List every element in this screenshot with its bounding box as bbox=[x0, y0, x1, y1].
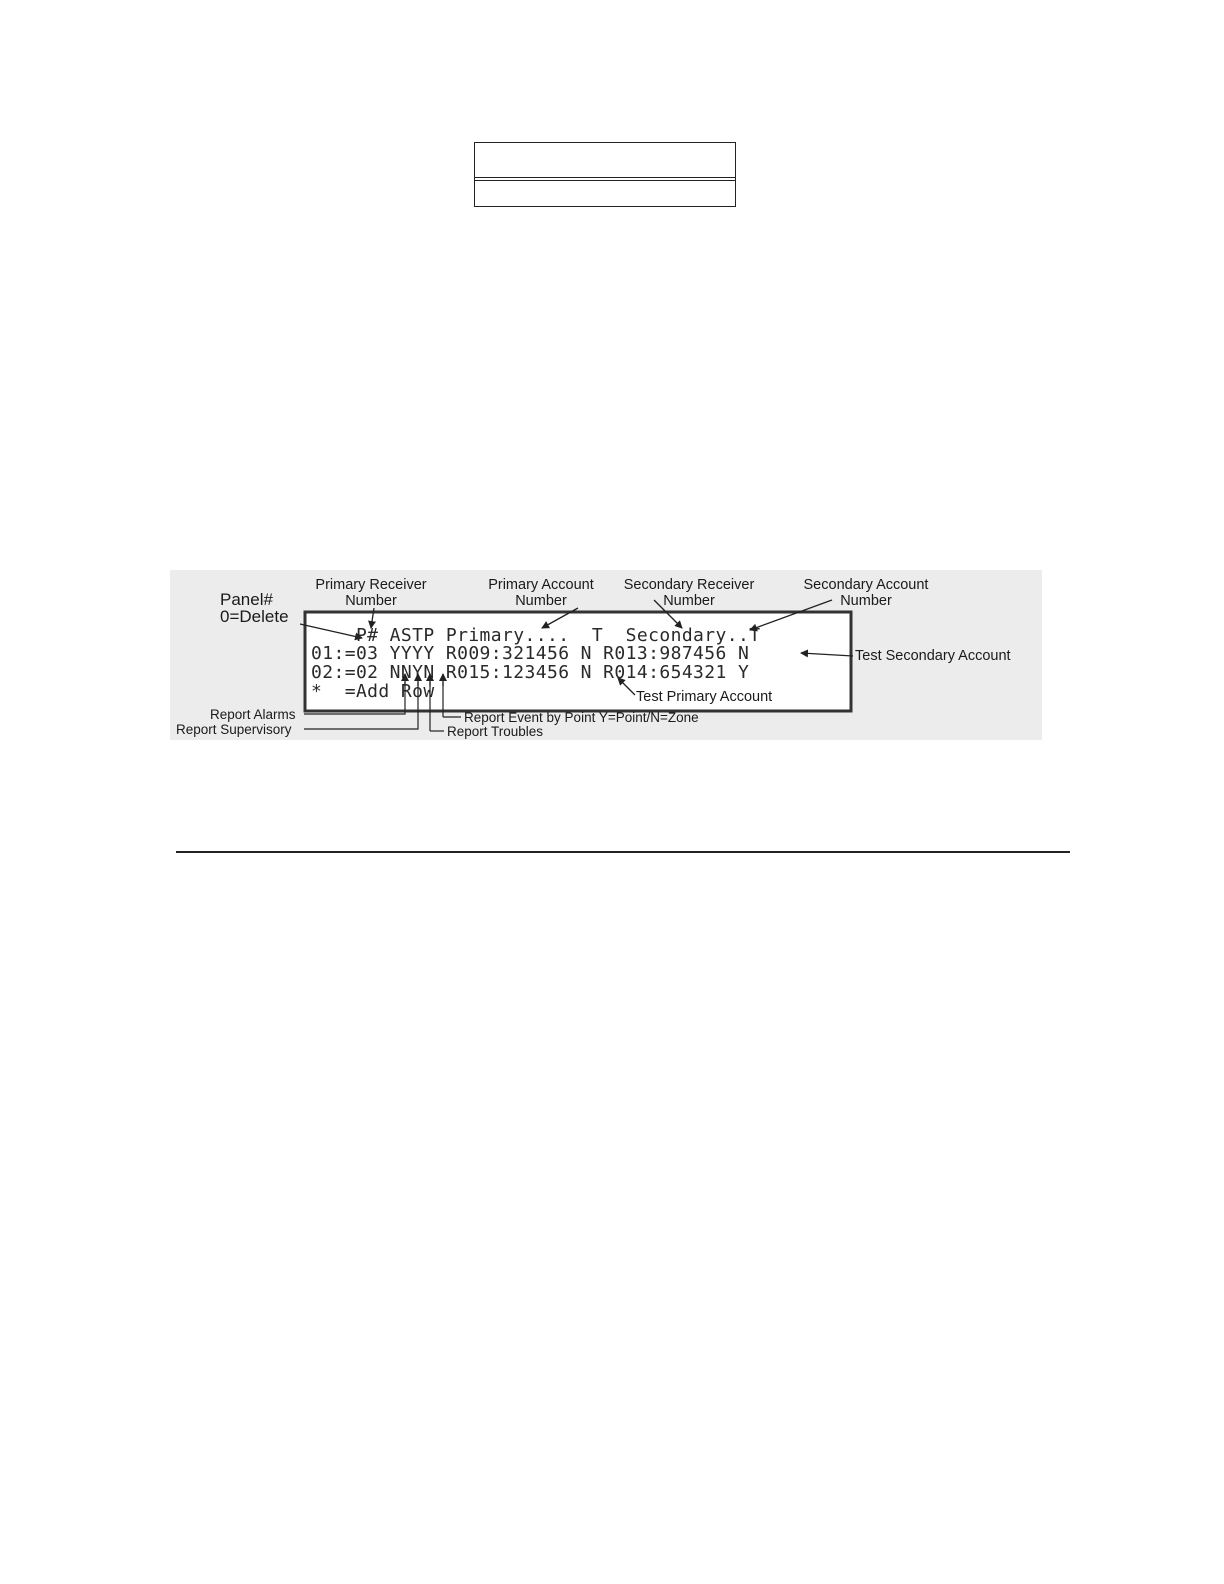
header-box-divider bbox=[475, 177, 735, 181]
lcd-line-add-row: * =Add Row bbox=[311, 681, 435, 702]
label-primary-account-l1: Primary Account bbox=[488, 577, 594, 593]
label-primary-receiver-l2: Number bbox=[345, 593, 397, 609]
label-panel-number: Panel# bbox=[220, 590, 273, 609]
label-primary-receiver-l1: Primary Receiver bbox=[315, 577, 427, 593]
lcd-line-row-2: 02:=02 NNYN R015:123456 N R014:654321 Y bbox=[311, 662, 750, 683]
label-test-secondary-account: Test Secondary Account bbox=[855, 648, 1011, 664]
lcd-line-row-1: 01:=03 YYYY R009:321456 N R013:987456 N bbox=[311, 643, 750, 664]
header-box bbox=[474, 142, 736, 207]
label-report-event-by-point: Report Event by Point Y=Point/N=Zone bbox=[464, 710, 699, 725]
lcd-line-header: P# ASTP Primary.... T Secondary..T bbox=[311, 625, 761, 646]
label-secondary-receiver-l1: Secondary Receiver bbox=[623, 577, 755, 593]
label-panel-delete: 0=Delete bbox=[220, 607, 289, 626]
lcd-diagram-figure bbox=[170, 570, 1042, 740]
label-report-supervisory: Report Supervisory bbox=[176, 722, 292, 737]
lcd-diagram-svg bbox=[170, 570, 1042, 740]
label-secondary-account-l2: Number bbox=[840, 593, 892, 609]
label-report-alarms: Report Alarms bbox=[210, 707, 296, 722]
label-report-troubles: Report Troubles bbox=[447, 724, 544, 739]
horizontal-rule bbox=[176, 851, 1070, 853]
label-test-primary-account: Test Primary Account bbox=[636, 689, 773, 705]
label-secondary-receiver-l2: Number bbox=[663, 593, 715, 609]
label-primary-account-l2: Number bbox=[515, 593, 567, 609]
label-secondary-account-l1: Secondary Account bbox=[803, 577, 929, 593]
